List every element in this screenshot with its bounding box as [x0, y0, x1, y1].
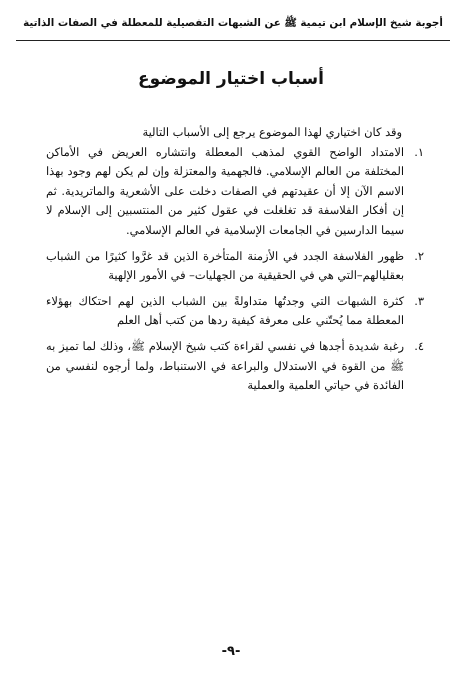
running-header: أجوبة شيخ الإسلام ابن تيمية ﷺ عن الشبهات التفصيلية للمعطلة في الصفات الذاتية — [23, 17, 443, 29]
reason-item-3 — [46, 292, 424, 331]
reason-item-1 — [46, 143, 424, 241]
reason-number: ١. — [414, 144, 424, 159]
body-text — [46, 123, 424, 402]
reason-text: رغبة شديدة أجدها في نفسي لقراءة كتب شيخ الإسلام ﷺ، وذلك لما تميز به ﷺ من القوة في الاستدلال والبراعة في الاستنباط، ولما أرجوه لنفسي من الفائدة في حياتي العلمية والعملية — [46, 338, 404, 393]
reason-item-2 — [46, 247, 424, 286]
reason-item-4 — [46, 337, 424, 396]
reason-number: ٢. — [414, 248, 424, 263]
header-divider — [16, 40, 450, 41]
reason-text: كثرة الشبهات التي وجدتُها متداولةً بين الشباب الذين لهم احتكاك بهؤلاء المعطلة مما يُحتّني على معرفة كيفية ردها من كتب أهل العلم — [46, 293, 404, 328]
page-number: -٩- — [221, 644, 241, 659]
section-title: أسباب اختيار الموضوع — [138, 69, 324, 89]
intro-paragraph: وقد كان اختياري لهذا الموضوع يرجع إلى الأسباب التالية — [142, 125, 402, 139]
reason-text: ظهور الفلاسفة الجدد في الأزمنة المتأخرة الذين قد غرَّوا كثيرًا من الشباب بعقليالهم–التي هي في الحقيقية من الجهليات– في الأمور الإلهية — [46, 248, 404, 283]
reason-text: الامتداد الواضح القوي لمذهب المعطلة وانتشاره العريض في الأماكن المختلفة من العالم الإسلامي. فالجهمية والمعتزلة وإن لم يكن لهم وجود بهذا الاسم الآن إلا أن عقيدتهم في الصفات دخلت على الأشعرية والماتريدية. ثم إن أفكار الفلاسفة قد تغلغلت في عقول كثير من المنتسبين إلى الإسلام لا سيما الدارسين في الجامعات الإسلامية في العالم الإسلامي. — [46, 144, 404, 237]
reason-number: ٣. — [414, 293, 424, 308]
reason-number: ٤. — [414, 338, 424, 353]
